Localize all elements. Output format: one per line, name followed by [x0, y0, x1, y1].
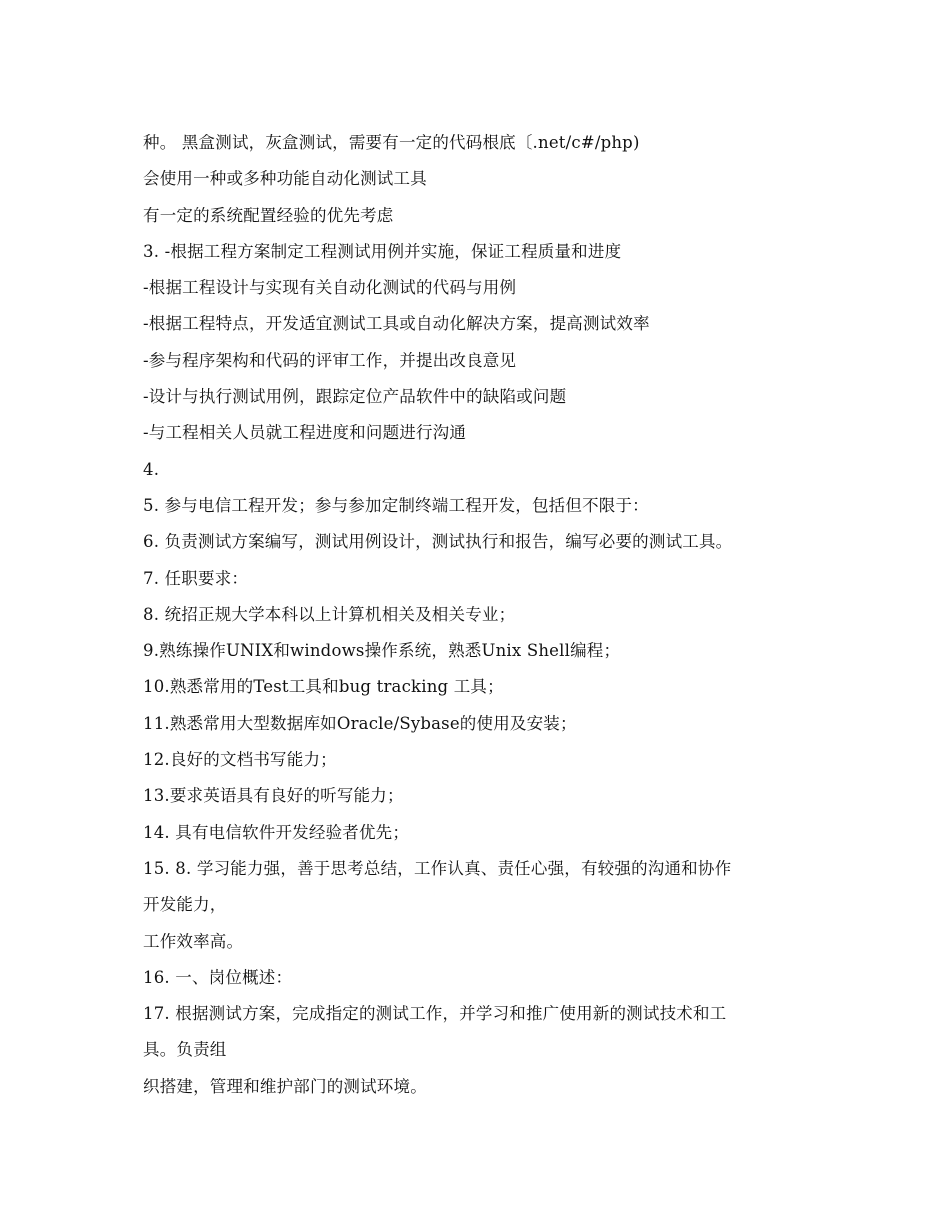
text-line: 织搭建，管理和维护部门的测试环境。 — [143, 1076, 427, 1096]
text-line: -参与程序架构和代码的评审工作，并提出改良意见 — [143, 350, 517, 370]
text-line: 9.熟练操作UNIX和windows操作系统，熟悉Unix Shell编程； — [143, 641, 621, 661]
text-line: 4. — [143, 459, 160, 479]
text-line: 6. 负责测试方案编写，测试用例设计，测试执行和报告，编写必要的测试工具。 — [143, 532, 733, 552]
text-line: 10.熟悉常用的Test工具和bug tracking 工具； — [143, 677, 504, 697]
text-line: 8. 统招正规大学本科以上计算机相关及相关专业； — [143, 604, 516, 624]
text-line: 14. 具有电信软件开发经验者优先； — [143, 822, 410, 842]
text-line: -根据工程设计与实现有关自动化测试的代码与用例 — [143, 278, 517, 298]
text-line: 工作效率高。 — [143, 931, 244, 951]
text-line: 12.良好的文档书写能力； — [143, 750, 337, 770]
text-line: 3. -根据工程方案制定工程测试用例并实施，保证工程质量和进度 — [143, 241, 622, 261]
text-line: 种。 黑盒测试，灰盒测试，需要有一定的代码根底〔.net/c#/php) — [143, 133, 640, 152]
text-line: -根据工程特点，开发适宜测试工具或自动化解决方案，提高测试效率 — [143, 314, 650, 334]
text-line: 具。负责组 — [143, 1040, 227, 1060]
text-line: 有一定的系统配置经验的优先考虑 — [143, 205, 394, 225]
text-line: -设计与执行测试用例，跟踪定位产品软件中的缺陷或问题 — [143, 387, 567, 407]
text-line: 5. 参与电信工程开发；参与参加定制终端工程开发，包括但不限于： — [143, 495, 649, 515]
text-line: 会使用一种或多种功能自动化测试工具 — [143, 169, 427, 189]
text-line: 16. 一、岗位概述： — [143, 967, 293, 987]
text-line: 7. 任职要求： — [143, 568, 249, 588]
text-line: 开发能力， — [143, 895, 227, 915]
text-line: -与工程相关人员就工程进度和问题进行沟通 — [143, 423, 467, 443]
document-body — [143, 125, 823, 1105]
text-line: 11.熟悉常用大型数据库如Oracle/Sybase的使用及安装； — [143, 713, 577, 733]
text-line: 13.要求英语具有良好的听写能力； — [143, 786, 404, 806]
text-line: 17. 根据测试方案，完成指定的测试工作，并学习和推广使用新的测试技术和工 — [143, 1004, 727, 1024]
text-line: 15. 8. 学习能力强，善于思考总结，工作认真、责任心强，有较强的沟通和协作 — [143, 858, 732, 878]
